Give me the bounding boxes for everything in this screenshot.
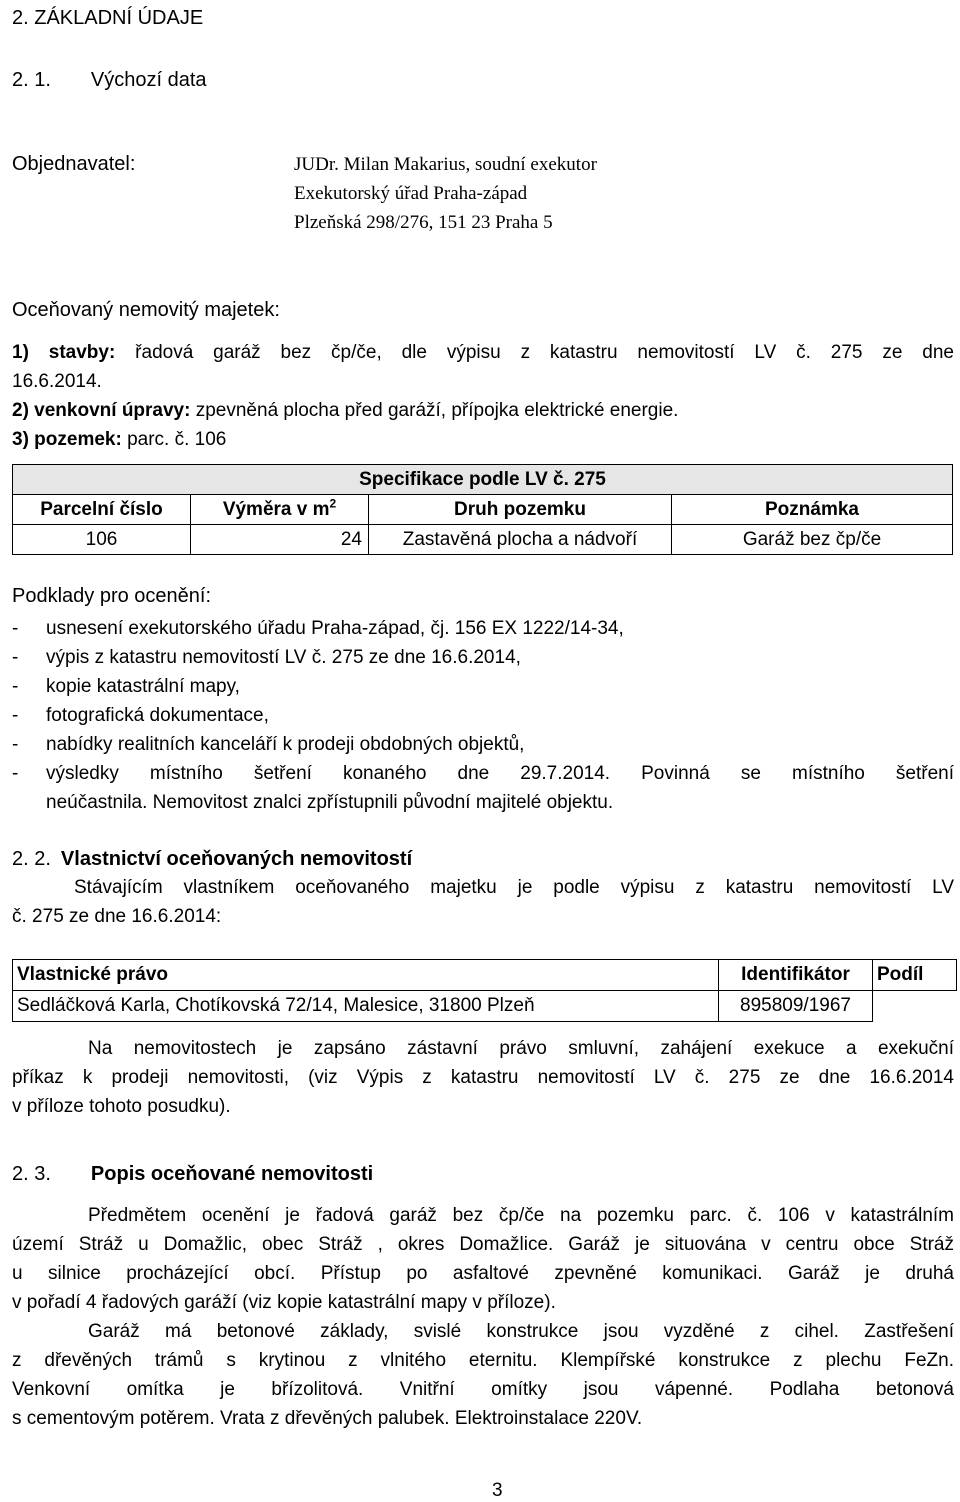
spec-header-area-sup: 2 <box>329 496 337 511</box>
lien-paragraph <box>12 1034 954 1121</box>
subsection-title: Výchozí data <box>90 69 207 91</box>
asset-heading: Oceňovaný nemovitý majetek: <box>12 299 280 321</box>
ownership-intro-line1: Stávajícím vlastníkem oceňovaného majetku je podle výpisu z katastru nemovitostí LV <box>74 877 954 898</box>
basis-last-line1: - výsledky místního šetření konaného dne 29.7.2014. Povinná se místního šetření <box>46 763 954 784</box>
client-line: JUDr. Milan Makarius, soudní exekutor <box>294 154 597 175</box>
owner-cell-identifier: 895809/1967 <box>719 991 873 1022</box>
desc-p1-line: v pořadí 4 řadových garáží (viz kopie katastrální mapy v příloze). <box>12 1292 556 1313</box>
section-title: 2. ZÁKLADNÍ ÚDAJE <box>12 7 204 29</box>
asset-item-label: 3) pozemek: <box>12 429 122 450</box>
asset-item-text: řadová garáž bez čp/če, dle výpisu z katastru nemovitostí LV č. 275 ze dne <box>115 342 954 363</box>
owner-header-identifier: Identifikátor <box>719 960 873 991</box>
subsection-title: Vlastnictví oceňovaných nemovitostí <box>60 848 413 870</box>
table-row <box>13 991 957 1022</box>
spec-header-type: Druh pozemku <box>369 495 672 525</box>
desc-p2-line: Venkovní omítka je břízolitová. Vnitřní omítky jsou vápenné. Podlaha betonová <box>12 1379 954 1400</box>
lien-line2: příkaz k prodeji nemovitosti, (viz Výpis z katastru nemovitostí LV č. 275 ze dne 16.6.2014 <box>12 1067 954 1088</box>
asset-item-text: parc. č. 106 <box>121 429 227 450</box>
asset-item-2 <box>12 396 954 425</box>
ownership-intro-line2: č. 275 ze dne 16.6.2014: <box>12 906 222 927</box>
owner-header-right: Vlastnické právo <box>13 960 719 991</box>
subsection-2-1-heading <box>12 66 207 95</box>
desc-p1-line: území Stráž u Domažlic, obec Stráž , okres Domažlice. Garáž je situována v centru obce Stráž <box>12 1234 954 1255</box>
page-number: 3 <box>492 1480 503 1501</box>
ownership-intro <box>12 873 954 931</box>
asset-item-3 <box>12 425 954 454</box>
desc-p2-line: Garáž má betonové základy, svislé konstrukce jsou vyzděné z cihel. Zastřešení <box>88 1321 954 1342</box>
client-line: Exekutorský úřad Praha-západ <box>294 183 528 204</box>
owner-header-share: Podíl <box>873 960 957 991</box>
desc-p1-line: u silnice procházející obcí. Přístup po asfaltové zpevněné komunikaci. Garáž je druhá <box>12 1263 954 1284</box>
desc-p2-line: s cementovým potěrem. Vrata z dřevěných palubek. Elektroinstalace 220V. <box>12 1408 643 1429</box>
owner-header-row <box>13 960 957 991</box>
subsection-2-3-heading <box>12 1160 373 1189</box>
spec-cell-area: 24 <box>191 525 369 555</box>
asset-list <box>12 338 954 454</box>
owner-cell-name: Sedláčková Karla, Chotíkovská 72/14, Malesice, 31800 Plzeň <box>13 991 719 1022</box>
lien-line1: Na nemovitostech je zapsáno zástavní právo smluvní, zahájení exekuce a exekuční <box>88 1038 954 1059</box>
list-item: - nabídky realitních kanceláří k prodeji obdobných objektů, <box>12 730 954 759</box>
desc-p2-line: z dřevěných trámů s krytinou z vlnitého eternitu. Klempířské konstrukce z plechu FeZn. <box>12 1350 954 1371</box>
spec-header-row <box>13 495 953 525</box>
spec-header-note: Poznámka <box>672 495 953 525</box>
basis-heading: Podklady pro ocenění: <box>12 585 212 607</box>
spec-cell-type: Zastavěná plocha a nádvoří <box>369 525 672 555</box>
list-item: - výpis z katastru nemovitostí LV č. 275 ze dne 16.6.2014, <box>12 643 954 672</box>
spec-header-parcel: Parcelní číslo <box>13 495 191 525</box>
client-line: Plzeňská 298/276, 151 23 Praha 5 <box>294 212 553 233</box>
description-paragraphs <box>12 1201 954 1433</box>
basis-last-line2: neúčastnila. Nemovitost znalci zpřístupnili původní majitelé objektu. <box>46 792 614 813</box>
specification-table <box>12 464 953 555</box>
spec-title-row <box>13 465 953 495</box>
spec-cell-note: Garáž bez čp/če <box>672 525 953 555</box>
asset-item-1 <box>12 338 954 367</box>
client-label: Objednavatel: <box>12 153 136 175</box>
client-address <box>294 150 597 237</box>
list-item: - kopie katastrální mapy, <box>12 672 954 701</box>
subsection-number: 2. 1. <box>12 69 51 91</box>
subsection-title: Popis oceňované nemovitosti <box>90 1163 374 1185</box>
list-item: - fotografická dokumentace, <box>12 701 954 730</box>
basis-list <box>12 614 954 817</box>
subsection-2-2-heading <box>12 845 412 874</box>
spec-header-area-label: Výměra v m <box>222 499 330 520</box>
subsection-number: 2. 2. <box>12 848 51 870</box>
desc-p1-line: Předmětem ocenění je řadová garáž bez čp/če na pozemku parc. č. 106 v katastrálním <box>88 1205 954 1226</box>
subsection-number: 2. 3. <box>12 1163 51 1185</box>
asset-item-1-cont: 16.6.2014. <box>12 371 102 392</box>
ownership-table <box>12 959 957 1022</box>
asset-item-label: 2) venkovní úpravy: <box>12 400 191 421</box>
lien-line3: v příloze tohoto posudku). <box>12 1096 231 1117</box>
owner-cell-share <box>873 991 957 1022</box>
spec-cell-parcel: 106 <box>13 525 191 555</box>
asset-item-text: zpevněná plocha před garáží, přípojka elektrické energie. <box>190 400 679 421</box>
list-item <box>12 759 954 817</box>
spec-title: Specifikace podle LV č. 275 <box>13 465 953 495</box>
asset-item-label: 1) stavby: <box>12 342 116 363</box>
list-item: - usnesení exekutorského úřadu Praha-západ, čj. 156 EX 1222/14-34, <box>12 614 954 643</box>
table-row <box>13 525 953 555</box>
spec-header-area <box>191 495 369 525</box>
